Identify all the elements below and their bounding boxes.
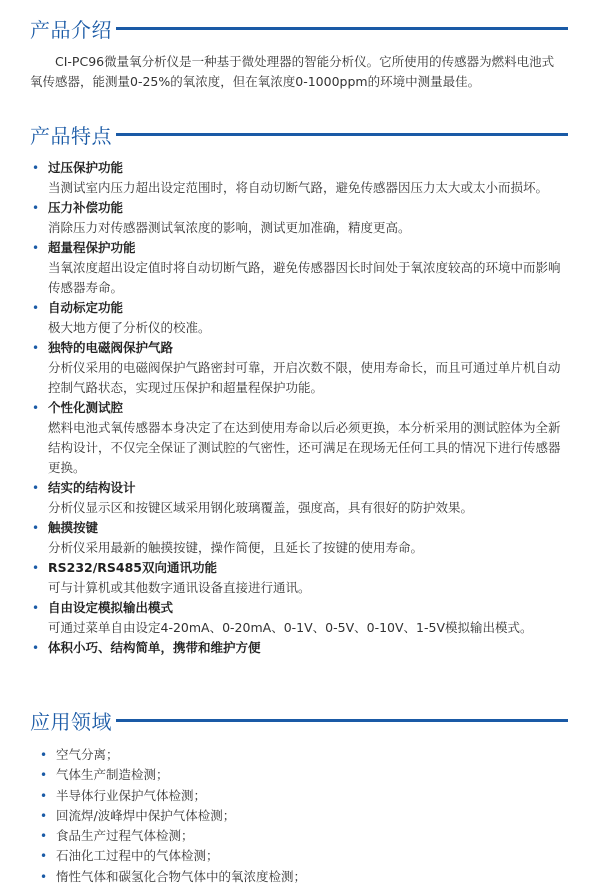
bullet-icon: • <box>40 849 48 864</box>
feature-desc: 当氧浓度超出设定值时将自动切断气路，避免传感器因长时间处于氧浓度较高的环境中而影响传感器寿命。 <box>48 260 561 295</box>
feature-desc: 可通过菜单自由设定4-20mA、0-20mA、0-1V、0-5V、0-10V、1-5V模拟输出模式。 <box>48 620 533 635</box>
bullet-icon: • <box>32 341 40 355</box>
intro-header <box>30 14 568 43</box>
features-title: 产品特点 <box>30 124 112 148</box>
bullet-icon: • <box>32 401 40 415</box>
feature-desc: 燃料电池式氧传感器本身决定了在达到使用寿命以后必须更换，本分析采用的测试腔体为全新结构设计，不仅完全保证了测试腔的气密性，还可满足在现场无任何工具的情况下进行传感器更换。 <box>48 420 561 475</box>
application-text: 气体生产制造检测； <box>56 767 169 783</box>
feature-title: 结实的结构设计 <box>48 480 136 495</box>
application-item <box>38 806 558 826</box>
feature-title: 超量程保护功能 <box>48 240 136 255</box>
intro-title: 产品介绍 <box>30 18 112 42</box>
feature-item <box>30 238 570 298</box>
feature-desc: 分析仪采用最新的触摸按键，操作简便，且延长了按键的使用寿命。 <box>48 540 424 555</box>
feature-title: 独特的电磁阀保护气路 <box>48 340 174 355</box>
feature-title: 自由设定模拟输出模式 <box>48 600 174 615</box>
intro-text: CI-PC96微量氧分析仪是一种基于微处理器的智能分析仪。它所使用的传感器为燃料电池式氧传感器，能测量0-25%的氧浓度，但在氧浓度0-1000ppm的环境中测量最佳。 <box>30 54 555 89</box>
feature-item <box>30 598 570 638</box>
bullet-icon: • <box>32 481 40 495</box>
application-list <box>38 745 558 887</box>
bullet-icon: • <box>32 641 40 655</box>
application-item <box>38 867 558 887</box>
feature-title: 个性化测试腔 <box>48 400 124 415</box>
feature-item <box>30 518 570 558</box>
bullet-icon: • <box>40 748 48 762</box>
application-item <box>38 745 558 765</box>
feature-desc: 极大地方便了分析仪的校准。 <box>48 320 211 335</box>
feature-item <box>30 398 570 478</box>
bullet-icon: • <box>40 768 48 783</box>
bullet-icon: • <box>40 869 48 884</box>
feature-item <box>30 338 570 398</box>
bullet-icon: • <box>32 161 40 175</box>
feature-title: 自动标定功能 <box>48 300 124 315</box>
bullet-icon: • <box>32 241 40 255</box>
features-divider <box>116 133 568 136</box>
feature-desc: 消除压力对传感器测试氧浓度的影响，测试更加准确，精度更高。 <box>48 220 411 235</box>
bullet-icon: • <box>40 829 48 844</box>
application-item <box>38 846 558 866</box>
feature-item <box>30 478 570 518</box>
application-text: 回流焊/波峰焊中保护气体检测； <box>56 807 236 823</box>
feature-item <box>30 158 570 198</box>
application-text: 惰性气体和碳氢化合物气体中的氧浓度检测； <box>56 868 307 884</box>
feature-title: 压力补偿功能 <box>48 200 124 215</box>
feature-desc: 分析仪采用的电磁阀保护气路密封可靠，开启次数不限，使用寿命长，而且可通过单片机自动控制气路状态，实现过压保护和超量程保护功能。 <box>48 360 561 395</box>
applications-header <box>30 706 568 735</box>
application-item <box>38 786 558 806</box>
feature-title: RS232/RS485双向通讯功能 <box>48 560 218 575</box>
application-item <box>38 826 558 846</box>
feature-item <box>30 298 570 338</box>
application-text: 半导体行业保护气体检测； <box>56 787 207 803</box>
feature-list <box>30 158 570 658</box>
bullet-icon: • <box>32 561 40 575</box>
feature-item <box>30 558 570 598</box>
intro-divider <box>116 27 568 30</box>
feature-desc: 当测试室内压力超出设定范围时，将自动切断气路，避免传感器因压力太大或太小而损坏。 <box>48 180 549 195</box>
application-item <box>38 765 558 785</box>
feature-desc: 分析仪显示区和按键区域采用钢化玻璃覆盖，强度高，具有很好的防护效果。 <box>48 500 474 515</box>
bullet-icon: • <box>32 521 40 535</box>
bullet-icon: • <box>40 808 48 823</box>
application-text: 食品生产过程气体检测； <box>56 828 194 844</box>
feature-title: 体积小巧、结构简单，携带和维护方便 <box>48 640 261 655</box>
applications-title: 应用领域 <box>30 710 112 734</box>
features-header <box>30 120 568 149</box>
bullet-icon: • <box>32 601 40 615</box>
feature-desc: 可与计算机或其他数字通讯设备直接进行通讯。 <box>48 580 311 595</box>
feature-title: 触摸按键 <box>48 520 99 535</box>
applications-divider <box>116 719 568 722</box>
application-text: 石油化工过程中的气体检测； <box>56 848 219 864</box>
bullet-icon: • <box>32 201 40 215</box>
feature-item <box>30 198 570 238</box>
feature-item <box>30 638 570 658</box>
bullet-icon: • <box>32 301 40 315</box>
bullet-icon: • <box>40 788 48 803</box>
application-text: 空气分离； <box>56 747 119 762</box>
feature-title: 过压保护功能 <box>48 160 124 175</box>
